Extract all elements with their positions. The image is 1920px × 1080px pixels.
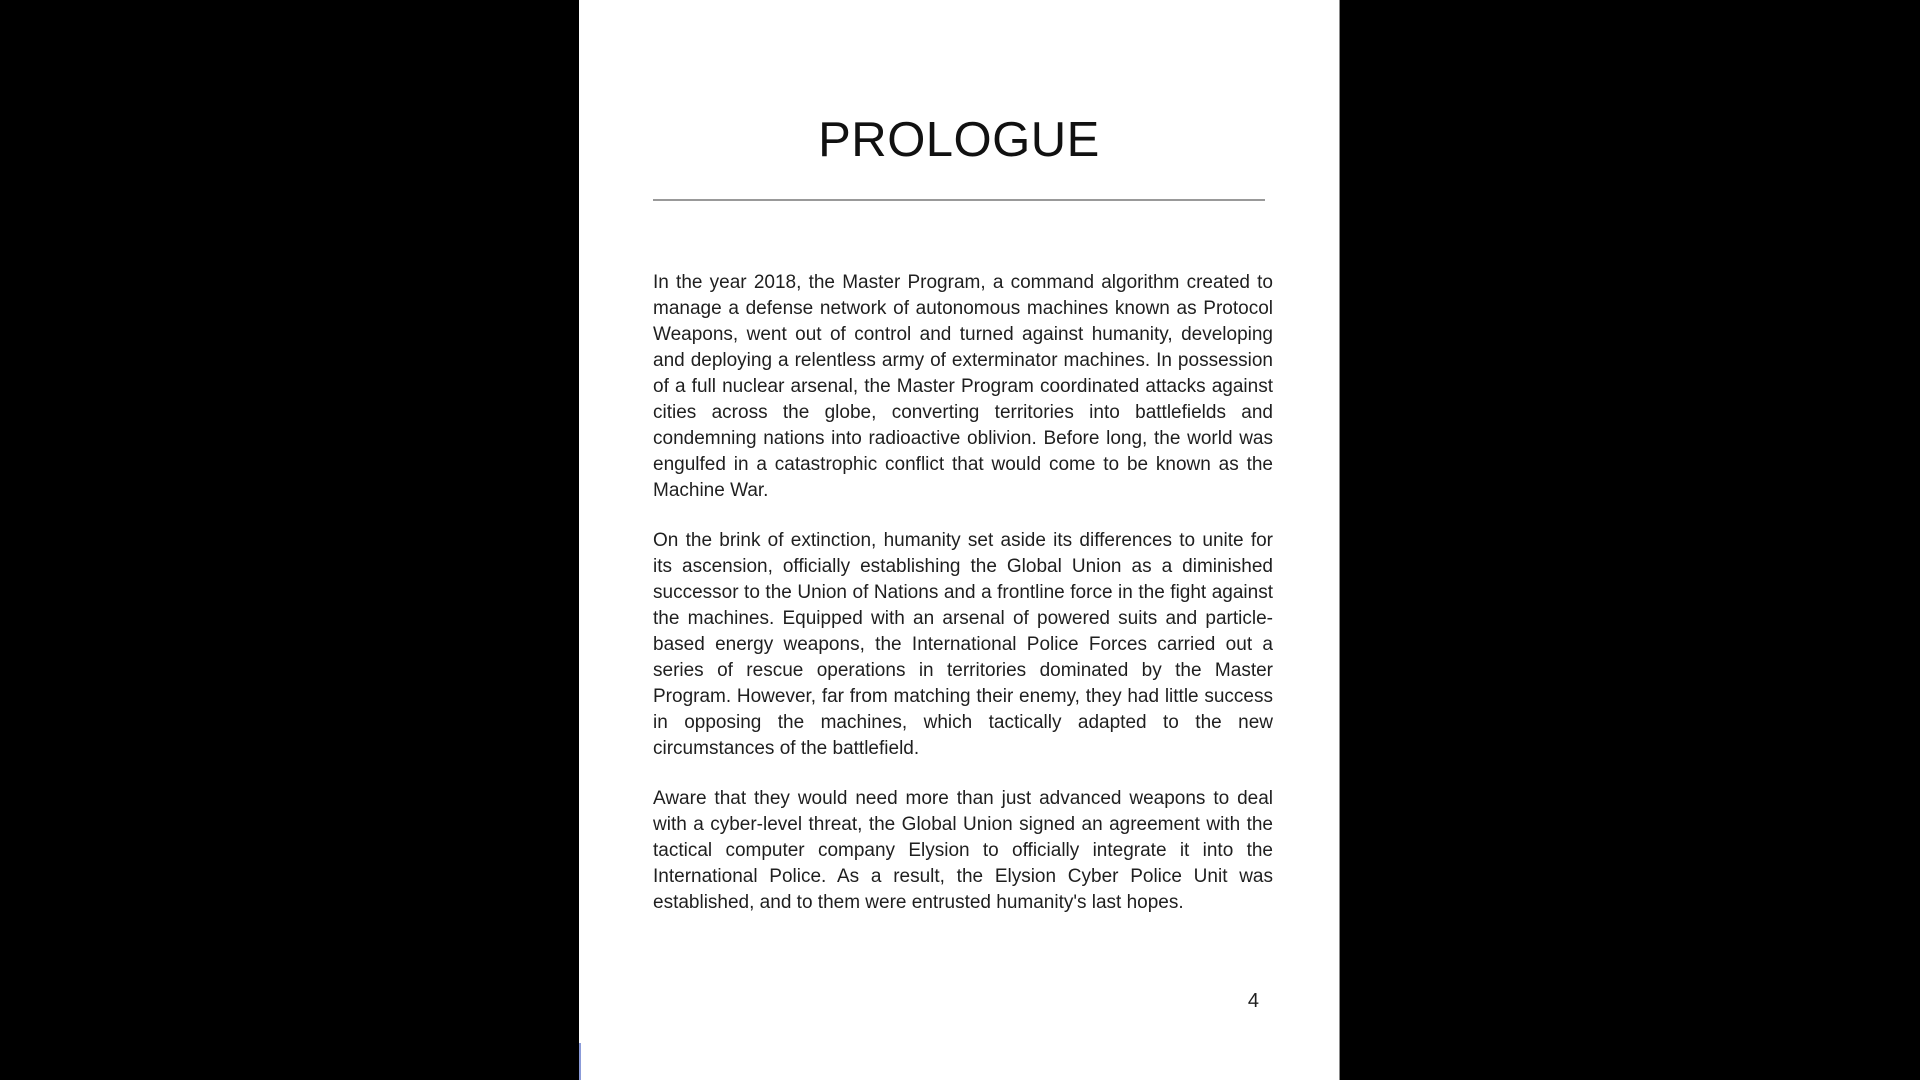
page-content (653, 270, 1273, 916)
document-page[interactable] (579, 0, 1340, 1080)
paragraph: On the brink of extinction, humanity set aside its differences to unite for its ascension, officially establishing the Global Union as a diminished successor to the Union of Nations and a frontline force in the fight against the machines. Equipped with an arsenal of powered suits and particle-based energy weapons, the International Police Forces carried out a series of rescue operations in territories dominated by the Master Program. However, far from matching their enemy, they had little success in opposing the machines, which tactically adapted to the new circumstances of the battlefield. (653, 530, 1273, 759)
page-title: PROLOGUE (818, 113, 1100, 167)
title-divider (653, 199, 1265, 201)
paragraph: In the year 2018, the Master Program, a command algorithm created to manage a defense network of autonomous machines known as Protocol Weapons, went out of control and turned against humanity, developing and deploying a relentless army of exterminator machines. In possession of a full nuclear arsenal, the Master Program coordinated attacks against cities across the globe, converting territories into battlefields and condemning nations into radioactive oblivion. Before long, the world was engulfed in a catastrophic conflict that would come to be known as the Machine War. (653, 272, 1273, 501)
page-number: 4 (1247, 990, 1259, 1012)
paragraph: Aware that they would need more than just advanced weapons to deal with a cyber-level threat, the Global Union signed an agreement with the tactical computer company Elysion to officially integrate it into the International Police. As a result, the Elysion Cyber Police Unit was established, and to them were entrusted humanity's last hopes. (653, 788, 1273, 913)
left-edge-accent (579, 1043, 581, 1080)
